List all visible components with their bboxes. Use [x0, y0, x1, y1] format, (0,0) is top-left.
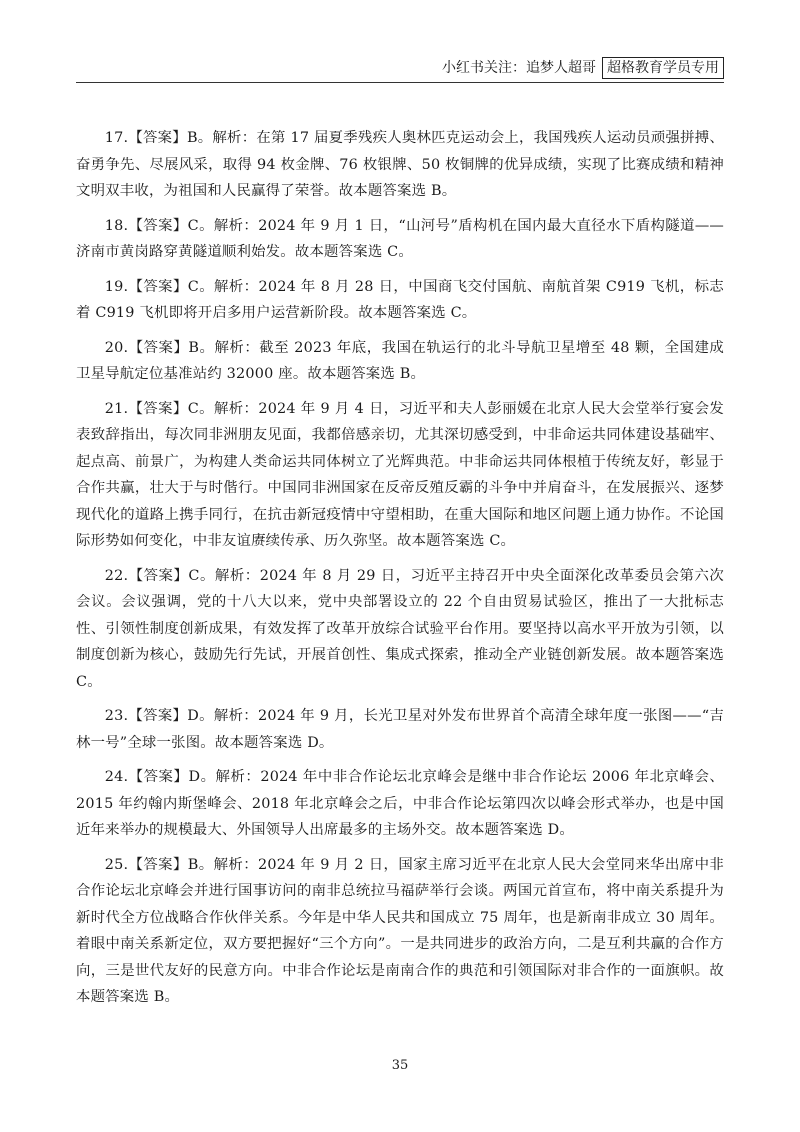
- header-boxed-label: 超格教育学员专用: [602, 57, 724, 79]
- answer-tag: 【答案】: [128, 130, 187, 146]
- answer-item-17: [76, 125, 724, 205]
- page-header: [442, 57, 724, 79]
- item-number: 22.: [104, 567, 129, 584]
- item-number: 24.: [104, 769, 129, 785]
- answer-explanation: C。解析：2024 年 8 月 29 日，习近平主持召开中央全面深化改革委员会第六次会议。会议强调，党的十八大以来，党中央部署设立的 22 个自由贸易试验区，推出了一大批标志性、引领性制度创新成果，有效发挥了改革开放综合试验平台作用。要坚持以高水平开放为引领，以制度创新为核心，鼓励先行先试，开展首创性、集成式探索，推动全产业链创新发展。故本题答案选 C。: [76, 567, 724, 690]
- answer-explanation: B。解析：截至 2023 年底，我国在轨运行的北斗导航卫星增至 48 颗，全国建成卫星导航定位基准站约 32000 座。故本题答案选 B。: [76, 339, 724, 382]
- item-number: 20.: [104, 339, 129, 356]
- header-follow-text: 小红书关注：追梦人超哥: [442, 60, 596, 76]
- answer-tag: 【答案】: [128, 339, 189, 356]
- item-number: 19.: [104, 278, 129, 295]
- header-rule: [76, 82, 724, 83]
- answer-item-20: [76, 335, 724, 388]
- answer-item-21: [76, 396, 724, 555]
- answer-list: [76, 125, 724, 1019]
- answer-tag: 【答案】: [128, 278, 188, 295]
- answer-item-22: [76, 563, 724, 696]
- answer-item-23: [76, 703, 724, 756]
- answer-explanation: D。解析：2024 年中非合作论坛北京峰会是继中非合作论坛 2006 年北京峰会、2015 年约翰内斯堡峰会、2018 年北京峰会之后，中非合作论坛第四次以峰会形式举办，也是中国近年来举办的规模最大、外国领导人出席最多的主场外交。故本题答案选 D。: [76, 769, 724, 838]
- answer-explanation: D。解析：2024 年 9 月，长光卫星对外发布世界首个高清全球年度一张图——“吉林一号”全球一张图。故本题答案选 D。: [76, 708, 724, 751]
- answer-item-24: [76, 764, 724, 844]
- item-number: 17.: [104, 130, 129, 146]
- answer-tag: 【答案】: [128, 217, 188, 234]
- page-number: 35: [391, 1058, 409, 1073]
- answer-explanation: C。解析：2024 年 8 月 28 日，中国商飞交付国航、南航首架 C919 飞机，标志着 C919 飞机即将开启多用户运营新阶段。故本题答案选 C。: [76, 278, 724, 321]
- item-number: 23.: [104, 708, 129, 724]
- item-number: 25.: [104, 856, 129, 873]
- answer-explanation: C。解析：2024 年 9 月 4 日，习近平和夫人彭丽媛在北京人民大会堂举行宴会发表致辞指出，每次同非洲朋友见面，我都倍感亲切，尤其深切感受到，中非命运共同体建设基础牢、起点高、前景广，为构建人类命运共同体树立了光辉典范。中非命运共同体根植于传统友好，彰显于合作共赢，壮大于与时偕行。中国同非洲国家在反帝反殖反霸的斗争中并肩奋斗，在发展振兴、逐梦现代化的道路上携手同行，在抗击新冠疫情中守望相助，在重大国际和地区问题上通力协作。不论国际形势如何变化，中非友谊赓续传承、历久弥坚。故本题答案选 C。: [76, 400, 724, 549]
- answer-tag: 【答案】: [128, 708, 188, 724]
- item-number: 21.: [104, 400, 129, 417]
- answer-tag: 【答案】: [128, 856, 188, 873]
- answer-tag: 【答案】: [128, 769, 189, 785]
- item-number: 18.: [104, 217, 129, 234]
- answer-explanation: B。解析：在第 17 届夏季残疾人奥林匹克运动会上，我国残疾人运动员顽强拼搏、奋勇争先、尽展风采，取得 94 枚金牌、76 枚银牌、50 枚铜牌的优异成绩，实现了比赛成绩和精神文明双丰收，为祖国和人民赢得了荣誉。故本题答案选 B。: [76, 130, 724, 199]
- answer-item-18: [76, 213, 724, 266]
- answer-explanation: B。解析：2024 年 9 月 2 日，国家主席习近平在北京人民大会堂同来华出席中非合作论坛北京峰会并进行国事访问的南非总统拉马福萨举行会谈。两国元首宣布，将中南关系提升为新时代全方位战略合作伙伴关系。今年是中华人民共和国成立 75 周年，也是新南非成立 30 周年。着眼中南关系新定位，双方要把握好“三个方向”。一是共同进步的政治方向，二是互利共赢的合作方向，三是世代友好的民意方向。中非合作论坛是南南合作的典范和引领国际对非合作的一面旗帜。故本题答案选 B。: [76, 856, 724, 1005]
- answer-tag: 【答案】: [128, 567, 189, 584]
- answer-item-25: [76, 852, 724, 1011]
- answer-item-19: [76, 274, 724, 327]
- answer-explanation: C。解析：2024 年 9 月 1 日，“山河号”盾构机在国内最大直径水下盾构隧道——济南市黄岗路穿黄隧道顺利始发。故本题答案选 C。: [76, 217, 724, 260]
- answer-tag: 【答案】: [128, 400, 188, 417]
